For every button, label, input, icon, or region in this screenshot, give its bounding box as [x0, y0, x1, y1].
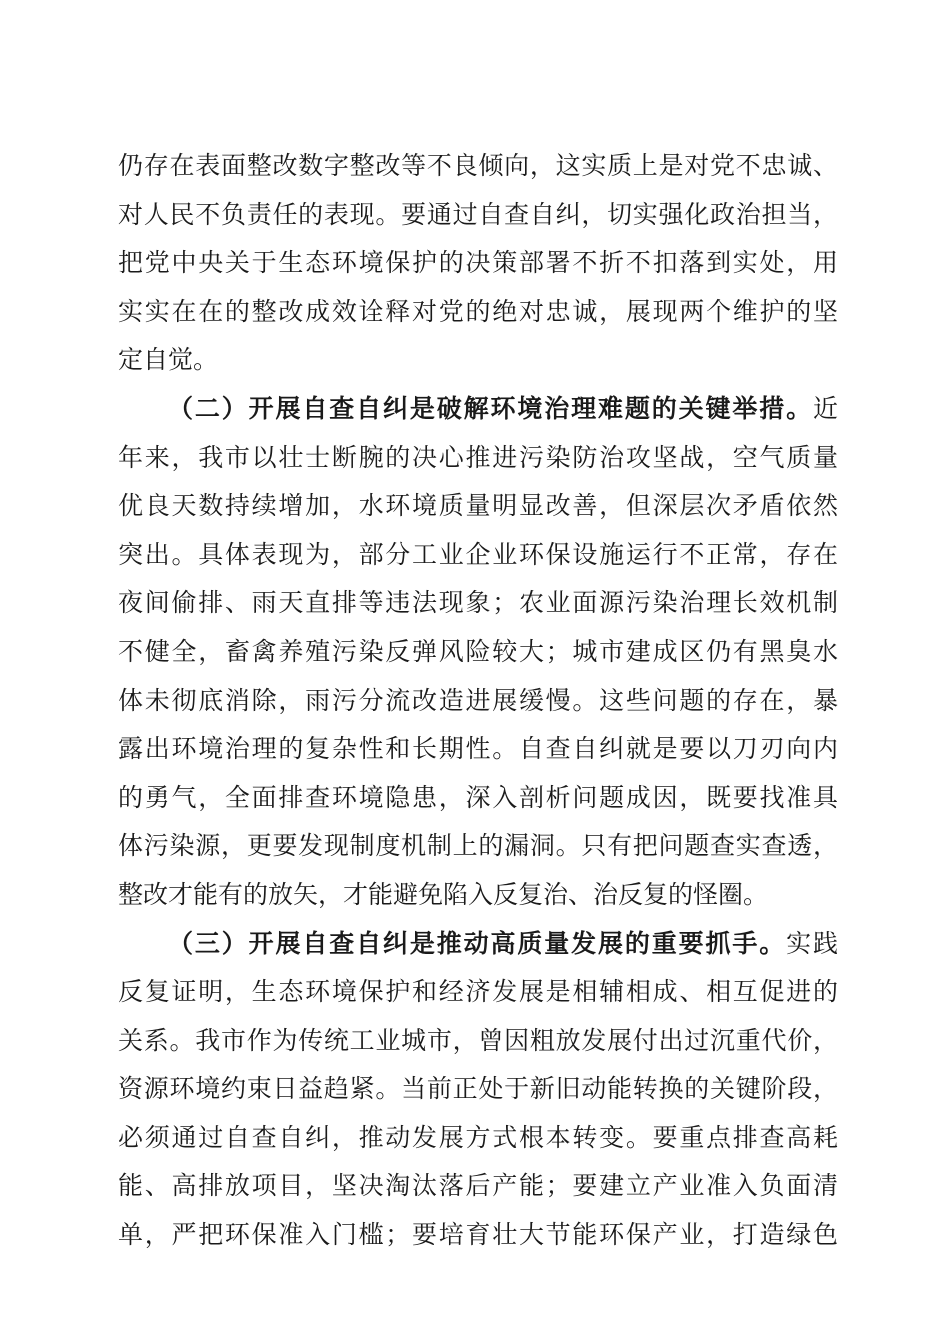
- paragraph-3: [118, 920, 838, 1260]
- paragraph-2: [118, 385, 838, 920]
- text-run: 近: [812, 393, 838, 423]
- text-line: 优良天数持续增加，水环境质量明显改善，但深层次矛盾依然: [118, 491, 838, 521]
- paragraph-1: [118, 142, 838, 385]
- text-line: 的勇气，全面排查环境隐患，深入剖析问题成因，既要找准具: [118, 782, 838, 812]
- paragraph-first-line: [118, 920, 838, 969]
- text-line: 对人民不负责任的表现。要通过自查自纠，切实强化政治担当，: [118, 199, 838, 229]
- text-line: 露出环境治理的复杂性和长期性。自查自纠就是要以刀刃向内: [118, 734, 838, 764]
- text-line: 突出。具体表现为，部分工业企业环保设施运行不正常，存在: [118, 539, 838, 569]
- text-line: 必须通过自查自纠，推动发展方式根本转变。要重点排查高耗: [118, 1122, 838, 1152]
- section-heading: （二）开展自查自纠是破解环境治理难题的关键举措。: [168, 393, 813, 423]
- text-run: 实践: [786, 928, 838, 958]
- document-body: [118, 142, 838, 1260]
- text-line: 体污染源，更要发现制度机制上的漏洞。只有把问题查实查透，: [118, 831, 838, 861]
- text-line: 仍存在表面整改数字整改等不良倾向，这实质上是对党不忠诚、: [118, 151, 838, 180]
- text-line: 单，严把环保准入门槛；要培育壮大节能环保产业，打造绿色: [118, 1220, 838, 1250]
- text-line: 年来，我市以壮士断腕的决心推进污染防治攻坚战，空气质量: [118, 442, 838, 472]
- text-line: 实实在在的整改成效诠释对党的绝对忠诚，展现两个维护的坚: [118, 296, 838, 326]
- text-line: 夜间偷排、雨天直排等违法现象；农业面源污染治理长效机制: [118, 588, 838, 618]
- section-heading: （三）开展自查自纠是推动高质量发展的重要抓手。: [168, 928, 787, 958]
- text-line: 关系。我市作为传统工业城市，曾因粗放发展付出过沉重代价，: [118, 1025, 838, 1055]
- paragraph-first-line: [118, 385, 838, 434]
- text-line: 反复证明，生态环境保护和经济发展是相辅相成、相互促进的: [118, 977, 838, 1007]
- text-line: 定自觉。: [118, 345, 219, 375]
- text-line: 体未彻底消除，雨污分流改造进展缓慢。这些问题的存在，暴: [118, 685, 838, 715]
- text-line: 把党中央关于生态环境保护的决策部署不折不扣落到实处，用: [118, 248, 838, 278]
- text-line: 资源环境约束日益趋紧。当前正处于新旧动能转换的关键阶段，: [118, 1074, 838, 1104]
- text-line: 不健全，畜禽养殖污染反弹风险较大；城市建成区仍有黑臭水: [118, 636, 838, 666]
- text-line: 能、高排放项目，坚决淘汰落后产能；要建立产业准入负面清: [118, 1171, 838, 1201]
- text-line: 整改才能有的放矢，才能避免陷入反复治、治反复的怪圈。: [118, 879, 769, 909]
